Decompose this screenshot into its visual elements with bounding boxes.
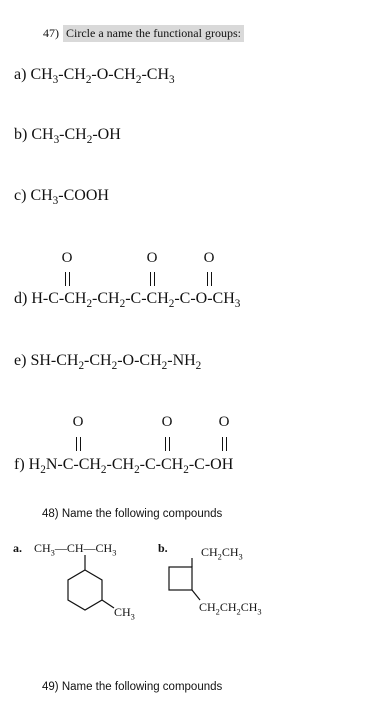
carbonyl-oxygen-d1: O xyxy=(61,250,73,266)
compound-a-label: a. xyxy=(13,541,22,555)
formula-f: f) $H_2N-C-CH_2-CH_2-C-CH_2-C-OH$ xyxy=(14,456,234,477)
double-bond-d2 xyxy=(150,272,155,286)
question-47-prompt: Circle a name the functional groups: xyxy=(63,25,244,42)
compound-b-label: b. xyxy=(158,541,168,555)
formula-c: c) $CH_3$-COOH xyxy=(14,187,109,208)
double-bond-f1 xyxy=(76,437,81,451)
compound-b-ethyl: $CH_2CH_3$ xyxy=(201,545,243,562)
double-bond-d1 xyxy=(65,272,70,286)
carbonyl-oxygen-f1: O xyxy=(72,414,84,430)
question-49-title: 49) Name the following compounds xyxy=(42,681,223,693)
carbonyl-oxygen-f2: O xyxy=(161,414,173,430)
carbonyl-oxygen-d3: O xyxy=(203,250,215,266)
formula-a: a) $CH_3-CH_2-O-CH_2-CH_3$ xyxy=(14,66,175,87)
question-47-number: 47) xyxy=(43,26,59,40)
question-48-title: 48) Name the following compounds xyxy=(42,508,223,520)
formula-e: e) $SH-CH_2-CH_2-O-CH_2-NH_2$ xyxy=(14,352,202,373)
compound-a-chain: $CH_3—CH—CH_3$ xyxy=(34,541,117,558)
carbonyl-oxygen-f3: O xyxy=(218,414,230,430)
formula-b: b) $CH_3-CH_2-OH$ xyxy=(14,126,121,147)
double-bond-f3 xyxy=(222,437,227,451)
double-bond-d3 xyxy=(207,272,212,286)
cyclobutane-ring xyxy=(160,556,206,606)
formula-d: d) $H-C-CH_2-CH_2-C-CH_2-C-O-CH_3$ xyxy=(14,290,241,311)
carbonyl-oxygen-d2: O xyxy=(146,250,158,266)
double-bond-f2 xyxy=(165,437,170,451)
compound-b-propyl: $CH_2CH_2CH_3$ xyxy=(199,600,262,617)
compound-a-ring-methyl: $CH_3$ xyxy=(114,605,135,622)
